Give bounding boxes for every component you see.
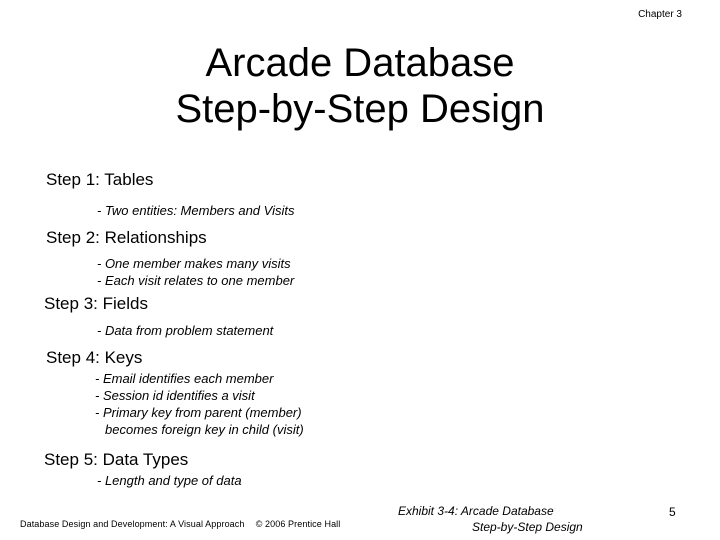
step-4-item-2: - Session id identifies a visit [95, 388, 255, 403]
step-1-heading: Step 1: Tables [46, 170, 154, 189]
step-1-item-1: - Two entities: Members and Visits [97, 203, 295, 218]
step-4-item-3: - Primary key from parent (member) [95, 405, 302, 420]
footer-book-credit [20, 519, 340, 529]
step-5-heading: Step 5: Data Types [44, 450, 189, 469]
footer-book-title: Database Design and Development: A Visual Approach [20, 519, 245, 529]
step-2-item-1: - One member makes many visits [97, 256, 291, 271]
exhibit-line-2: Step-by-Step Design [472, 520, 583, 534]
step-4-heading: Step 4: Keys [46, 348, 143, 367]
chapter-label: Chapter 3 [638, 9, 682, 20]
title-line-1: Arcade Database [205, 41, 515, 85]
step-3-item-1: - Data from problem statement [97, 323, 274, 338]
exhibit-caption [398, 503, 583, 535]
title-line-2: Step-by-Step Design [175, 87, 545, 131]
footer-copyright: © 2006 Prentice Hall [255, 519, 341, 529]
step-5-item-1: - Length and type of data [97, 473, 242, 488]
page-number: 5 [669, 505, 676, 519]
step-3-heading: Step 3: Fields [44, 294, 148, 313]
step-2-heading: Step 2: Relationships [46, 228, 207, 247]
slide-title [0, 40, 720, 132]
exhibit-line-1: Exhibit 3-4: Arcade Database [398, 504, 554, 518]
step-4-item-1: - Email identifies each member [95, 371, 274, 386]
step-2-item-2: - Each visit relates to one member [97, 273, 295, 288]
step-4-item-4: becomes foreign key in child (visit) [105, 422, 304, 437]
